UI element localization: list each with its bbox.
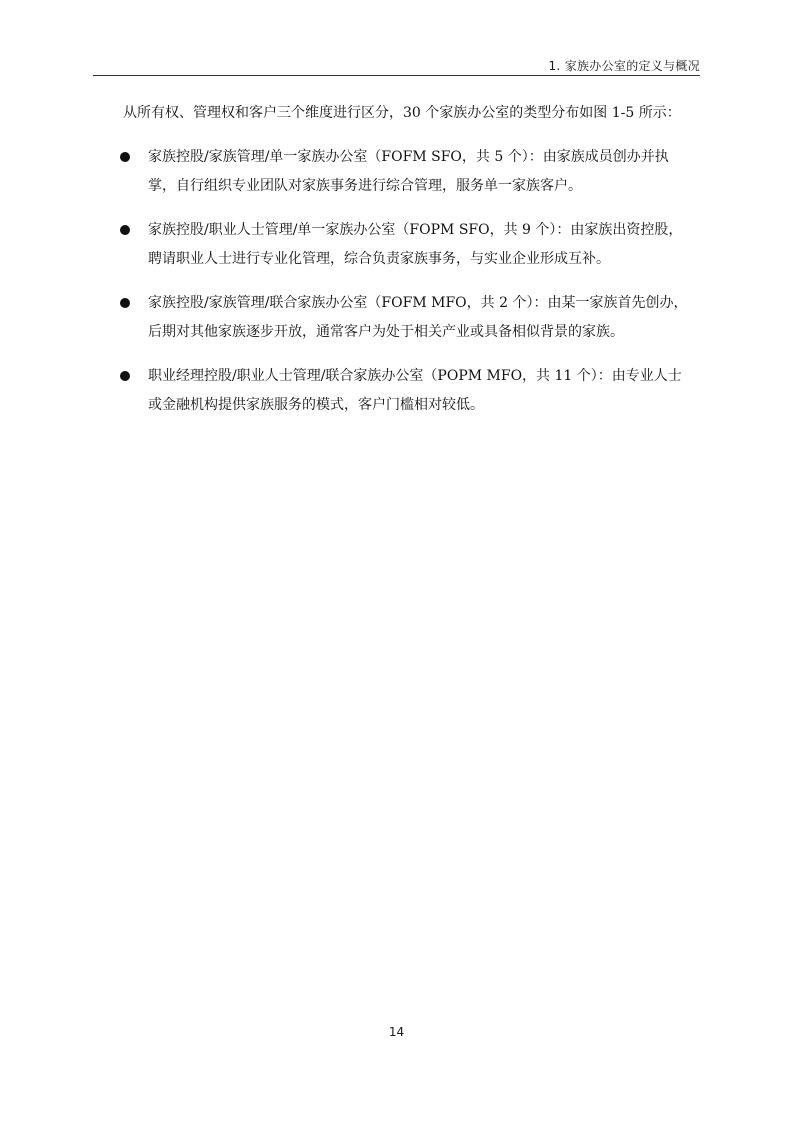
- list-item-text-line: 掌，自行组织专业团队对家族事务进行综合管理，服务单一家族客户。: [148, 178, 582, 194]
- bullet-dot-icon: [120, 225, 130, 235]
- list-item-text-line: 或金融机构提供家族服务的模式，客户门槛相对较低。: [148, 397, 484, 413]
- list-item-text-line: 家族控股/职业人士管理/单一家族办公室（FOPM SFO，共 9 个）：由家族出资控股，: [148, 222, 683, 238]
- page-number: 14: [388, 1025, 405, 1039]
- list-item: [93, 362, 701, 420]
- list-item-text-line: 家族控股/家族管理/单一家族办公室（FOFM SFO，共 5 个）：由家族成员创办并执: [148, 149, 669, 165]
- intro-paragraph: 从所有权、管理权和客户三个维度进行区分，30 个家族办公室的类型分布如图 1-5 所示：: [123, 105, 681, 121]
- list-item-text-line: 聘请职业人士进行专业化管理，综合负责家族事务，与实业企业形成互补。: [148, 251, 610, 267]
- bullet-dot-icon: [120, 298, 130, 308]
- list-item: [93, 216, 701, 274]
- list-item-text-line: 家族控股/家族管理/联合家族办公室（FOFM MFO，共 2 个）：由某一家族首先创办，: [148, 295, 688, 311]
- bullet-list: [93, 143, 701, 420]
- list-item-text-line: 后期对其他家族逐步开放，通常客户为处于相关产业或具备相似背景的家族。: [148, 324, 624, 340]
- list-item-text-line: 职业经理控股/职业人士管理/联合家族办公室（POPM MFO，共 11 个）：由专业人士: [148, 368, 682, 384]
- list-item: [93, 289, 701, 347]
- list-item: [93, 143, 701, 201]
- bullet-dot-icon: [120, 152, 130, 162]
- page-body: [93, 99, 701, 435]
- running-header-title: 1. 家族办公室的定义与概况: [548, 59, 700, 73]
- header-divider: [93, 75, 700, 76]
- bullet-dot-icon: [120, 371, 130, 381]
